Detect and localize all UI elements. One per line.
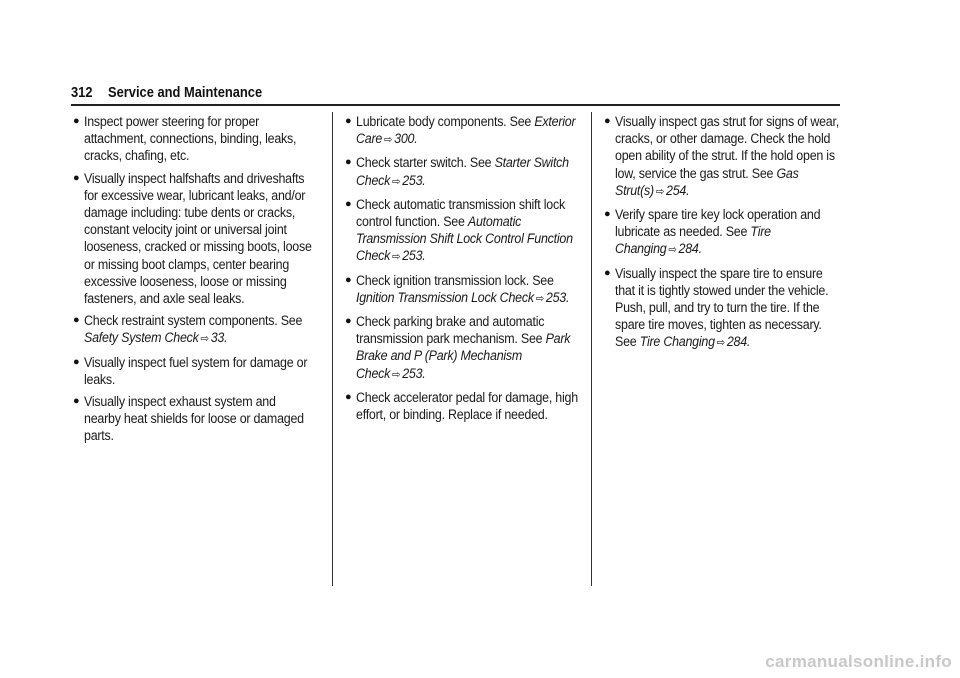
page-reference[interactable]: 253 — [402, 248, 423, 264]
item-text: Visually inspect the spare tire to ensure that it is tightly stowed under the vehicle. Push, pull, and try to turn the tire. If the spare tire moves, tighten as necessary. See Tire Changing ⇨ 284. — [615, 265, 829, 350]
column-2 — [345, 113, 603, 428]
item-text: Inspect power steering for proper attachment, connections, binding, leaks, cracks, chafing, etc. — [84, 114, 297, 164]
page-ref-arrow-icon: ⇨ — [535, 292, 545, 305]
page-ref-arrow-icon: ⇨ — [392, 175, 401, 188]
item-text: Check restraint system components. See Safety System Check ⇨ 33. — [84, 313, 303, 346]
bullet-icon: ● — [73, 355, 80, 368]
bullet-icon: ● — [345, 156, 352, 169]
list-item — [604, 206, 862, 260]
bullet-icon: ● — [345, 197, 352, 210]
cross-reference-link[interactable]: Automatic Transmission Shift Lock Control Function Check — [356, 214, 573, 264]
list-item — [73, 170, 331, 308]
page-ref-arrow-icon: ⇨ — [392, 251, 401, 264]
item-text: Verify spare tire key lock operation and lubricate as needed. See Tire Changing ⇨ 284. — [615, 207, 821, 257]
list-item — [73, 312, 331, 348]
list-item — [345, 113, 603, 149]
bullet-icon: ● — [345, 390, 352, 403]
cross-reference-link[interactable]: Ignition Transmission Lock Check — [356, 289, 534, 305]
page-reference[interactable]: 33 — [210, 330, 225, 346]
page-ref-arrow-icon: ⇨ — [668, 244, 677, 257]
page-reference[interactable]: 253 — [402, 172, 423, 188]
page-reference[interactable]: 300 — [394, 131, 415, 147]
item-text: Check ignition transmission lock. See Ignition Transmission Lock Check ⇨ 253. — [356, 272, 570, 305]
page-reference[interactable]: 284 — [678, 241, 699, 257]
section-title: Service and Maintenance — [108, 84, 263, 101]
item-text: Check accelerator pedal for damage, high effort, or binding. Replace if needed. — [356, 389, 578, 423]
list-item — [73, 354, 331, 388]
bullet-icon: ● — [604, 208, 611, 221]
cross-reference-link[interactable]: Exterior Care — [356, 114, 576, 147]
list-item — [345, 313, 603, 384]
cross-reference-link[interactable]: Tire Changing — [639, 334, 715, 350]
item-text: Lubricate body components. See Exterior Care ⇨ 300. — [356, 114, 576, 147]
watermark: carmanualsonline.info — [765, 652, 952, 671]
bullet-icon: ● — [604, 115, 611, 127]
page-ref-arrow-icon: ⇨ — [200, 333, 209, 346]
item-text: Check automatic transmission shift lock control function. See Automatic Transmission Shift Lock Control Function Check ⇨ 253. — [356, 196, 573, 264]
column-3 — [604, 113, 862, 358]
list-item — [345, 154, 603, 190]
list-item — [73, 393, 331, 445]
cross-reference-link[interactable]: Starter Switch Check — [356, 155, 569, 188]
cross-reference-link[interactable]: Safety System Check — [84, 330, 199, 346]
bullet-icon: ● — [73, 314, 80, 327]
list-item — [604, 265, 862, 353]
header-rule — [71, 104, 840, 106]
column-divider — [591, 112, 592, 586]
page-header — [71, 84, 841, 104]
page-number: 312 — [71, 84, 93, 101]
column-1 — [73, 113, 331, 450]
list-item — [345, 196, 603, 267]
item-text: Check parking brake and automatic transmission park mechanism. See Park Brake and P (Park) Mechanism Check ⇨ 253. — [356, 314, 571, 381]
list-item — [604, 113, 862, 201]
item-text: Visually inspect halfshafts and driveshafts for excessive wear, lubricant leaks, and/or damage including: tube dents or cracks, constant velocity joint or universal joint looseness, cracked or missing boots, loose or missing boot clamps, center bearing excessive looseness, loose or missing fasteners, and axle seal leaks. — [84, 170, 312, 307]
page-ref-arrow-icon: ⇨ — [383, 134, 393, 147]
item-text: Check starter switch. See Starter Switch Check ⇨ 253. — [356, 155, 569, 188]
list-item — [345, 272, 603, 308]
page-reference[interactable]: 254 — [666, 182, 687, 198]
list-item — [345, 389, 603, 423]
page-reference[interactable]: 284 — [726, 334, 747, 350]
page-reference[interactable]: 253 — [545, 289, 566, 305]
item-text: Visually inspect exhaust system and nearby heat shields for loose or damaged parts. — [84, 394, 304, 444]
page-ref-arrow-icon: ⇨ — [716, 337, 725, 350]
page-reference[interactable]: 253 — [402, 365, 423, 381]
item-text: Visually inspect gas strut for signs of wear, cracks, or other damage. Check the hold open ability of the strut. If the hold open is low, service the gas strut. See Gas Strut(s) ⇨ 254. — [615, 114, 839, 198]
column-divider — [332, 112, 333, 586]
cross-reference-link[interactable]: Gas Strut(s) — [615, 165, 799, 198]
list-item — [73, 113, 331, 165]
page-ref-arrow-icon: ⇨ — [392, 368, 401, 381]
bullet-icon: ● — [604, 266, 611, 279]
cross-reference-link[interactable]: Park Brake and P (Park) Mechanism Check — [356, 331, 571, 381]
bullet-icon: ● — [345, 273, 352, 286]
bullet-icon: ● — [73, 395, 80, 408]
bullet-icon: ● — [345, 315, 352, 328]
item-text: Visually inspect fuel system for damage or leaks. — [84, 354, 308, 387]
page-ref-arrow-icon: ⇨ — [655, 185, 665, 198]
cross-reference-link[interactable]: Tire Changing — [615, 224, 771, 257]
bullet-icon: ● — [73, 171, 80, 184]
bullet-icon: ● — [345, 115, 352, 127]
bullet-icon: ● — [73, 115, 80, 127]
